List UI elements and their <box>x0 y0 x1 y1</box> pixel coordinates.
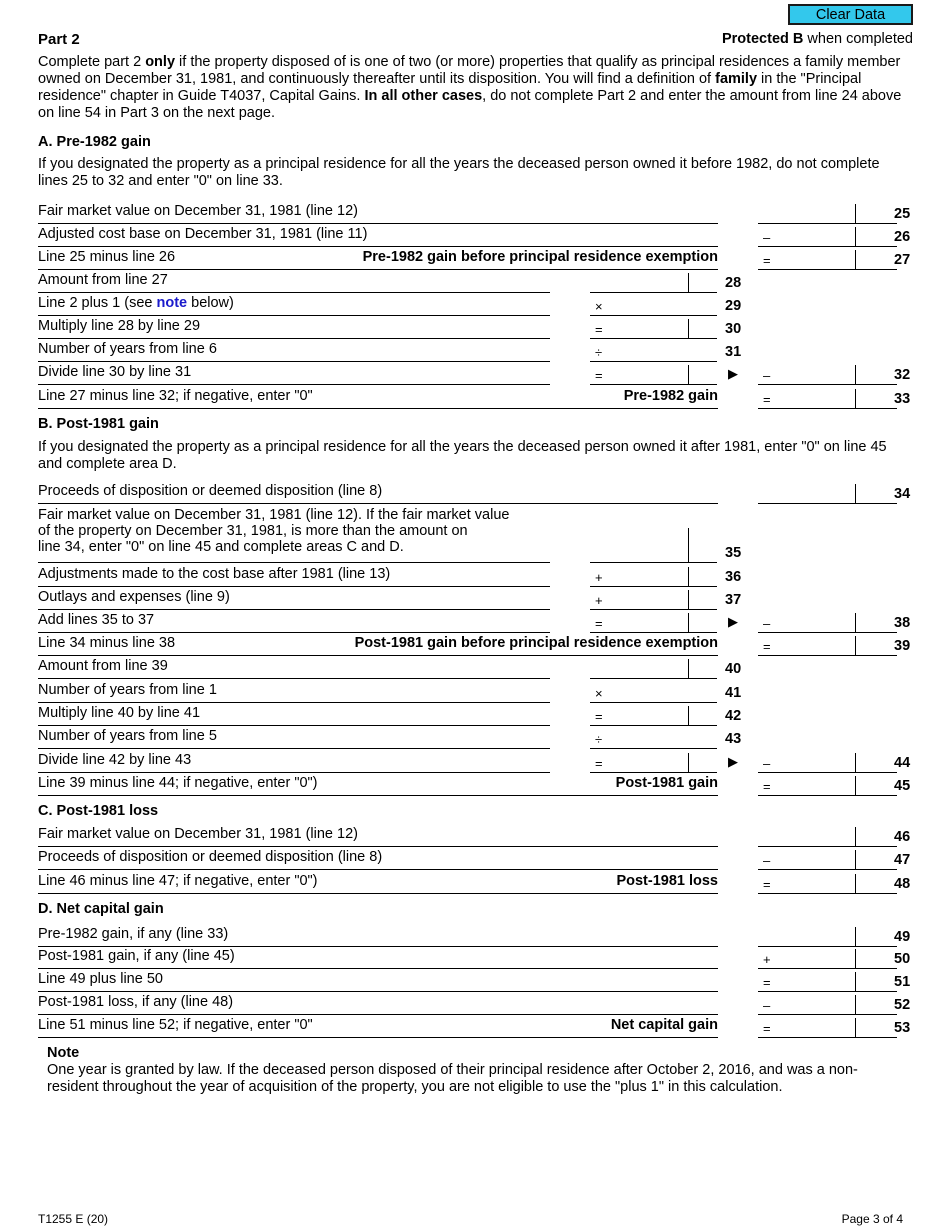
line-48-number: 48 <box>894 876 911 892</box>
line-52-label: Post-1981 loss, if any (line 48) <box>38 994 234 1010</box>
line-40-row <box>38 656 913 679</box>
part-title: Part 2 <box>38 31 80 48</box>
line-28-number: 28 <box>725 275 742 291</box>
line-53-row <box>38 1015 913 1038</box>
line-46-number: 46 <box>894 829 911 845</box>
line-41-label: Number of years from line 1 <box>38 682 217 698</box>
line-29-number: 29 <box>725 298 742 314</box>
line-38-row <box>38 610 913 633</box>
line-32-row <box>38 362 913 385</box>
line-50-number: 50 <box>894 951 911 967</box>
line-38-label: Add lines 35 to 37 <box>38 612 155 628</box>
line-43-field[interactable]: ÷ <box>590 726 717 749</box>
line-47-row <box>38 847 913 870</box>
line-41-field[interactable]: × <box>590 680 717 703</box>
line-27-field[interactable]: = <box>758 247 897 270</box>
line-47-field[interactable]: – <box>758 847 897 870</box>
line-39-number: 39 <box>894 638 911 654</box>
line-47-number: 47 <box>894 852 911 868</box>
line-41-row <box>38 680 913 703</box>
line-37-label: Outlays and expenses (line 9) <box>38 589 230 605</box>
line-25-field[interactable] <box>758 201 897 224</box>
section-c-title: C. Post-1981 loss <box>38 803 159 819</box>
line-33-number: 33 <box>894 391 911 407</box>
line-44-number: 44 <box>894 755 911 771</box>
line-31-field[interactable]: ÷ <box>590 339 717 362</box>
line-34-label: Proceeds of disposition or deemed disposition (line 8) <box>38 483 383 499</box>
line-25-row <box>38 201 913 224</box>
line-30-label: Multiply line 28 by line 29 <box>38 318 201 334</box>
line-41-number: 41 <box>725 685 742 701</box>
line-49-row <box>38 924 913 947</box>
line-34-number: 34 <box>894 486 911 502</box>
line-33-row <box>38 386 913 409</box>
section-b-paragraph: If you designated the property as a principal residence for all the years the deceased person owned it after 1981, enter "0" on line 45 and complete area D. <box>38 439 887 472</box>
arrow-icon: ▶ <box>728 614 738 629</box>
line-42-field[interactable]: = <box>590 703 717 726</box>
line-43-number: 43 <box>725 731 742 747</box>
line-47-label: Proceeds of disposition or deemed disposition (line 8) <box>38 849 383 865</box>
line-49-number: 49 <box>894 929 911 945</box>
line-45-label: Line 39 minus line 44; if negative, enter "0") <box>38 775 318 791</box>
line-40-label: Amount from line 39 <box>38 658 168 674</box>
line-39-title: Post-1981 gain before principal residence exemption <box>354 635 718 651</box>
line-39-label: Line 34 minus line 38 <box>38 635 176 651</box>
line-36-number: 36 <box>725 569 742 585</box>
intro-paragraph: Complete part 2 only if the property disposed of is one of two (or more) properties that qualify as principal residences a family member owned on December 31, 1981, and continuously thereafter until its disposition. You will find a definition of family in the "Principal residence" chapter in Guide T4037, Capital Gains. In all other cases, do not complete Part 2 and enter the amount from line 24 above on line 54 in Part 3 on the next page. <box>38 54 902 121</box>
line-35-number: 35 <box>725 545 742 561</box>
line-37-row <box>38 587 913 610</box>
section-a-title: A. Pre-1982 gain <box>38 134 151 150</box>
line-53-label: Line 51 minus line 52; if negative, enter "0" <box>38 1017 313 1033</box>
section-d-title: D. Net capital gain <box>38 901 164 917</box>
line-49-label: Pre-1982 gain, if any (line 33) <box>38 926 229 942</box>
line-45-number: 45 <box>894 778 911 794</box>
line-45-row <box>38 773 913 796</box>
line-30-number: 30 <box>725 321 742 337</box>
line-36-row <box>38 564 913 587</box>
line-44-row <box>38 750 913 773</box>
line-29-label: Line 2 plus 1 (see note below) <box>38 295 234 311</box>
line-42-label: Multiply line 40 by line 41 <box>38 705 201 721</box>
line-27-number: 27 <box>894 252 911 268</box>
line-43-label: Number of years from line 5 <box>38 728 217 744</box>
line-44-field[interactable]: – <box>758 750 897 773</box>
line-38-number: 38 <box>894 615 911 631</box>
line-26-label: Adjusted cost base on December 31, 1981 (line 11) <box>38 226 368 242</box>
line-35-row <box>38 505 913 563</box>
line-48-title: Post-1981 loss <box>616 873 718 889</box>
line-39-row <box>38 633 913 656</box>
line-31-label: Number of years from line 6 <box>38 341 217 357</box>
form-identifier: T1255 E (20) <box>38 1212 109 1226</box>
line-44-label: Divide line 42 by line 43 <box>38 752 192 768</box>
line-46-row <box>38 824 913 847</box>
line-51-label: Line 49 plus line 50 <box>38 971 163 987</box>
line-30-row <box>38 316 913 339</box>
line-40-field[interactable] <box>590 656 717 679</box>
line-32-number: 32 <box>894 367 911 383</box>
line-26-field[interactable]: – <box>758 224 897 247</box>
line-33-title: Pre-1982 gain <box>623 388 718 404</box>
line-32-mid-field[interactable]: = <box>590 362 717 385</box>
line-50-row <box>38 946 913 969</box>
line-28-label: Amount from line 27 <box>38 272 168 288</box>
line-31-row <box>38 339 913 362</box>
line-37-number: 37 <box>725 592 742 608</box>
line-25-number: 25 <box>894 206 911 222</box>
protected-label: Protected B <box>721 31 804 47</box>
protected-rest: when completed <box>803 31 913 47</box>
line-40-number: 40 <box>725 661 742 677</box>
line-38-field[interactable]: – <box>758 610 897 633</box>
line-31-number: 31 <box>725 344 742 360</box>
line-35-label: Fair market value on December 31, 1981 (line 12). If the fair market value of the property on December 31, 1981, is more than the amount on line 34, enter "0" on line 45 and complete areas C and D. <box>38 507 510 555</box>
line-36-label: Adjustments made to the cost base after 1981 (line 13) <box>38 566 391 582</box>
line-32-label: Divide line 30 by line 31 <box>38 364 192 380</box>
line-43-row <box>38 726 913 749</box>
line-28-field[interactable] <box>590 270 717 293</box>
line-44-mid-field[interactable]: = <box>590 750 717 773</box>
line-48-field[interactable]: = <box>758 871 897 894</box>
line-37-field[interactable]: + <box>590 587 717 610</box>
line-50-label: Post-1981 gain, if any (line 45) <box>38 948 235 964</box>
line-39-field[interactable]: = <box>758 633 897 656</box>
line-48-row <box>38 871 913 894</box>
line-46-field[interactable] <box>758 824 897 847</box>
line-26-number: 26 <box>894 229 911 245</box>
line-48-label: Line 46 minus line 47; if negative, enter "0") <box>38 873 318 889</box>
line-38-mid-field[interactable]: = <box>590 610 717 633</box>
line-52-row <box>38 992 913 1015</box>
line-51-field[interactable]: = <box>758 969 897 992</box>
line-53-title: Net capital gain <box>610 1017 718 1033</box>
line-35-field[interactable] <box>590 525 717 563</box>
clear-data-button[interactable]: Clear Data <box>788 4 913 25</box>
section-b-title: B. Post-1981 gain <box>38 416 159 432</box>
note-text: One year is granted by law. If the deceased person disposed of their principal residence after October 2, 2016, and was a non-resident throughout the year of acquisition of the property, you are not eligible to use the "plus 1" in this calculation. <box>47 1062 858 1095</box>
line-42-number: 42 <box>725 708 742 724</box>
line-28-row <box>38 270 913 293</box>
line-33-field[interactable]: = <box>758 386 897 409</box>
note-title: Note <box>47 1045 80 1061</box>
line-53-number: 53 <box>894 1020 911 1036</box>
page-number: Page 3 of 4 <box>841 1212 903 1226</box>
line-29-row <box>38 293 913 316</box>
line-27-row <box>38 247 913 270</box>
line-51-number: 51 <box>894 974 911 990</box>
line-45-field[interactable]: = <box>758 773 897 796</box>
line-34-field[interactable] <box>758 481 897 504</box>
line-32-field[interactable]: – <box>758 362 897 385</box>
protected-notice <box>722 31 913 47</box>
line-27-title: Pre-1982 gain before principal residence exemption <box>362 249 718 265</box>
line-34-row <box>38 481 913 504</box>
line-27-label: Line 25 minus line 26 <box>38 249 176 265</box>
line-25-label: Fair market value on December 31, 1981 (line 12) <box>38 203 358 219</box>
line-30-field[interactable]: = <box>590 316 717 339</box>
line-33-label: Line 27 minus line 32; if negative, enter "0" <box>38 388 313 404</box>
line-49-field[interactable] <box>758 924 897 947</box>
line-50-field[interactable]: + <box>758 946 897 969</box>
line-42-row <box>38 703 913 726</box>
line-45-title: Post-1981 gain <box>615 775 718 791</box>
line-51-row <box>38 969 913 992</box>
line-36-field[interactable]: + <box>590 564 717 587</box>
line-52-field[interactable]: – <box>758 992 897 1015</box>
line-46-label: Fair market value on December 31, 1981 (line 12) <box>38 826 358 842</box>
section-a-paragraph: If you designated the property as a principal residence for all the years the deceased person owned it before 1982, do not complete lines 25 to 32 and enter "0" on line 33. <box>38 156 880 189</box>
note-link[interactable]: note <box>156 295 188 311</box>
arrow-icon: ▶ <box>728 366 738 381</box>
line-26-row <box>38 224 913 247</box>
line-53-field[interactable]: = <box>758 1015 897 1038</box>
line-52-number: 52 <box>894 997 911 1013</box>
arrow-icon: ▶ <box>728 754 738 769</box>
line-29-field[interactable]: × <box>590 293 717 316</box>
